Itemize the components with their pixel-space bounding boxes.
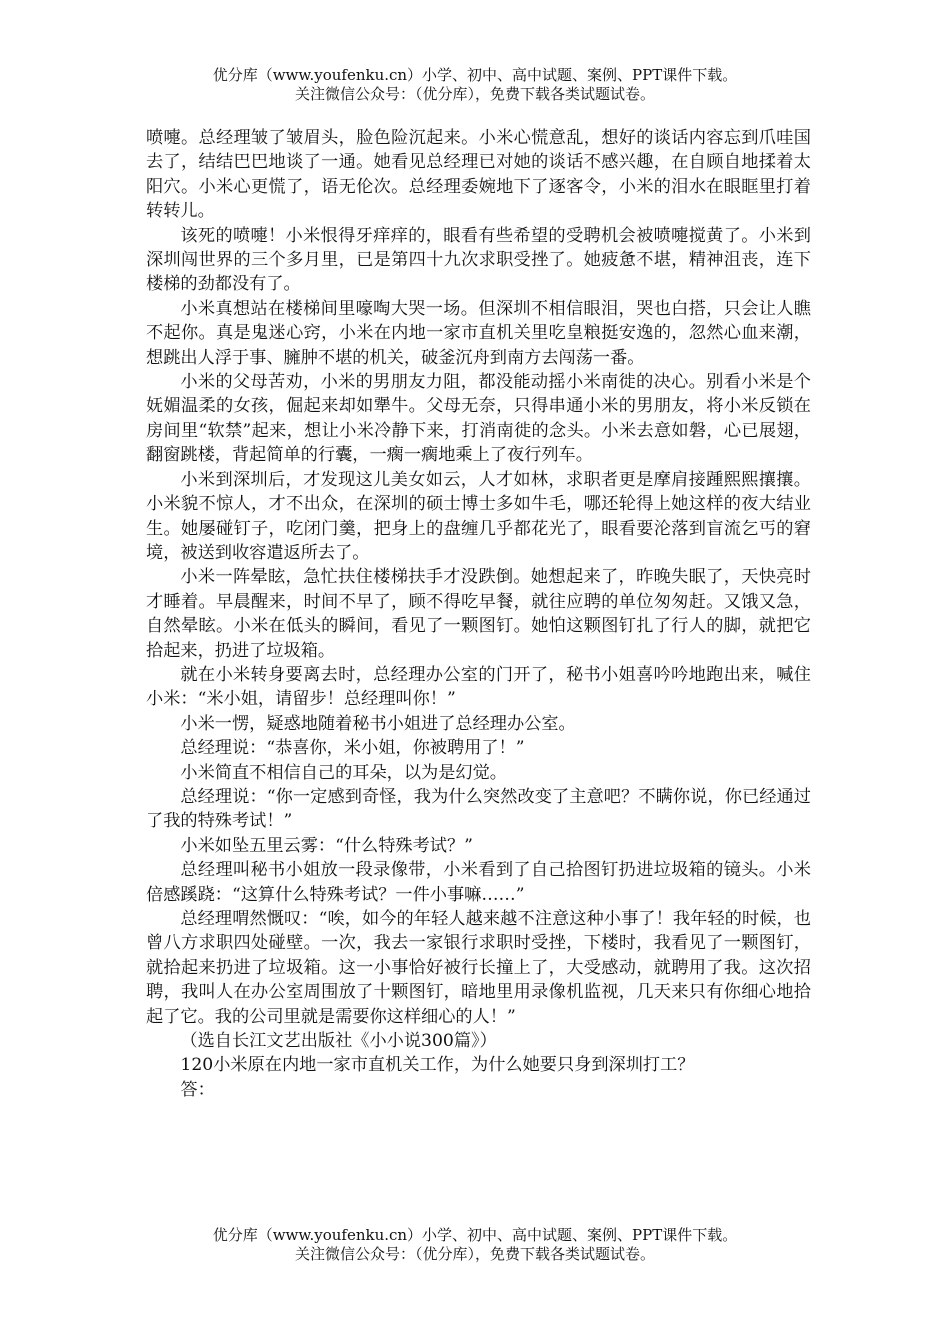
paragraph: 小米到深圳后，才发现这儿美女如云，人才如林，求职者更是摩肩接踵熙熙攘攘。小米貌不惊人，才不出众，在深圳的硕士博士多如牛毛，哪还轮得上她这样的夜大结业生。她屡碰钉子，吃闭门羹，把身上的盘缠几乎都花光了，眼看要沦落到盲流乞丐的窘境，被送到收容遣返所去了。 <box>146 469 811 563</box>
question: 120小米原在内地一家市直机关工作，为什么她要只身到深圳打工？ <box>180 1055 695 1076</box>
header-line-1: 优分库（www.youfenku.cn）小学、初中、高中试题、案例、PPT课件下载。 <box>212 66 738 84</box>
paragraph: 就在小米转身要离去时，总经理办公室的门开了，秘书小姐喜吟吟地跑出来，喊住小米：“米小姐，请留步！总经理叫你！” <box>146 664 811 710</box>
header-line-2: 关注微信公众号：（优分库），免费下载各类试题试卷。 <box>294 85 655 103</box>
page-header <box>0 66 950 104</box>
source-citation: （选自长江文艺出版社《小小说300篇》） <box>180 1031 497 1052</box>
footer-line-1: 优分库（www.youfenku.cn）小学、初中、高中试题、案例、PPT课件下载。 <box>212 1226 738 1244</box>
paragraph: 小米一阵晕眩，急忙扶住楼梯扶手才没跌倒。她想起来了，昨晚失眠了，天快亮时才睡着。早晨醒来，时间不早了，顾不得吃早餐，就往应聘的单位匆匆赶。又饿又急，自然晕眩。小米在低头的瞬间，看见了一颗图钉。她怕这颗图钉扎了行人的脚，就把它拾起来，扔进了垃圾箱。 <box>146 567 811 661</box>
answer-label: 答： <box>180 1079 215 1100</box>
document-body <box>146 126 811 1102</box>
paragraph: 小米一愣，疑惑地随着秘书小姐进了总经理办公室。 <box>180 713 576 734</box>
paragraph: 小米的父母苦劝，小米的男朋友力阻，都没能动摇小米南徙的决心。别看小米是个妩媚温柔的女孩，倔起来却如犟牛。父母无奈，只得串通小米的男朋友，将小米反锁在房间里“软禁”起来，想让小米冷静下来，打消南徙的念头。小米去意如磐，心已展翅，翻窗跳楼，背起简单的行囊，一瘸一瘸地乘上了夜行列车。 <box>146 372 811 466</box>
paragraph: 小米如坠五里云雾：“什么特殊考试？” <box>180 835 473 856</box>
paragraph: 小米简直不相信自己的耳朵，以为是幻觉。 <box>180 762 507 783</box>
paragraph: 小米真想站在楼梯间里嚎啕大哭一场。但深圳不相信眼泪，哭也白搭，只会让人瞧不起你。真是鬼迷心窍，小米在内地一家市直机关里吃皇粮挺安逸的，忽然心血来潮，想跳出人浮于事、臃肿不堪的机关，破釜沉舟到南方去闯荡一番。 <box>146 298 811 368</box>
paragraph: 总经理说：“你一定感到奇怪，我为什么突然改变了主意吧？不瞒你说，你已经通过了我的特殊考试！” <box>146 786 811 832</box>
page-footer <box>0 1226 950 1264</box>
paragraph: 总经理说：“恭喜你，米小姐，你被聘用了！” <box>180 738 525 759</box>
paragraph: 喷嚏。总经理皱了皱眉头，脸色险沉起来。小米心慌意乱，想好的谈话内容忘到爪哇国去了，结结巴巴地谈了一通。她看见总经理已对她的谈话不感兴趣，在自顾自地揉着太阳穴。小米心更慌了，语无伦次。总经理委婉地下了逐客令，小米的泪水在眼眶里打着转转儿。 <box>146 128 811 222</box>
paragraph: 总经理喟然慨叹：“唉，如今的年轻人越来越不注意这种小事了！我年轻的时候，也曾八方求职四处碰壁。一次，我去一家银行求职时受挫，下楼时，我看见了一颗图钉，就拾起来扔进了垃圾箱。这一小事恰好被行长撞上了，大受感动，就聘用了我。这次招聘，我叫人在办公室周围放了十颗图钉，暗地里用录像机监视，几天来只有你细心地拾起了它。我的公司里就是需要你这样细心的人！” <box>146 909 811 1027</box>
paragraph: 该死的喷嚏！小米恨得牙痒痒的，眼看有些希望的受聘机会被喷嚏搅黄了。小米到深圳闯世界的三个多月里，已是第四十九次求职受挫了。她疲惫不堪，精神沮丧，连下楼梯的劲都没有了。 <box>146 225 811 295</box>
footer-line-2: 关注微信公众号：（优分库），免费下载各类试题试卷。 <box>294 1245 655 1263</box>
paragraph: 总经理叫秘书小姐放一段录像带，小米看到了自己拾图钉扔进垃圾箱的镜头。小米倍感蹊跷：“这算什么特殊考试？一件小事嘛……” <box>146 860 811 905</box>
